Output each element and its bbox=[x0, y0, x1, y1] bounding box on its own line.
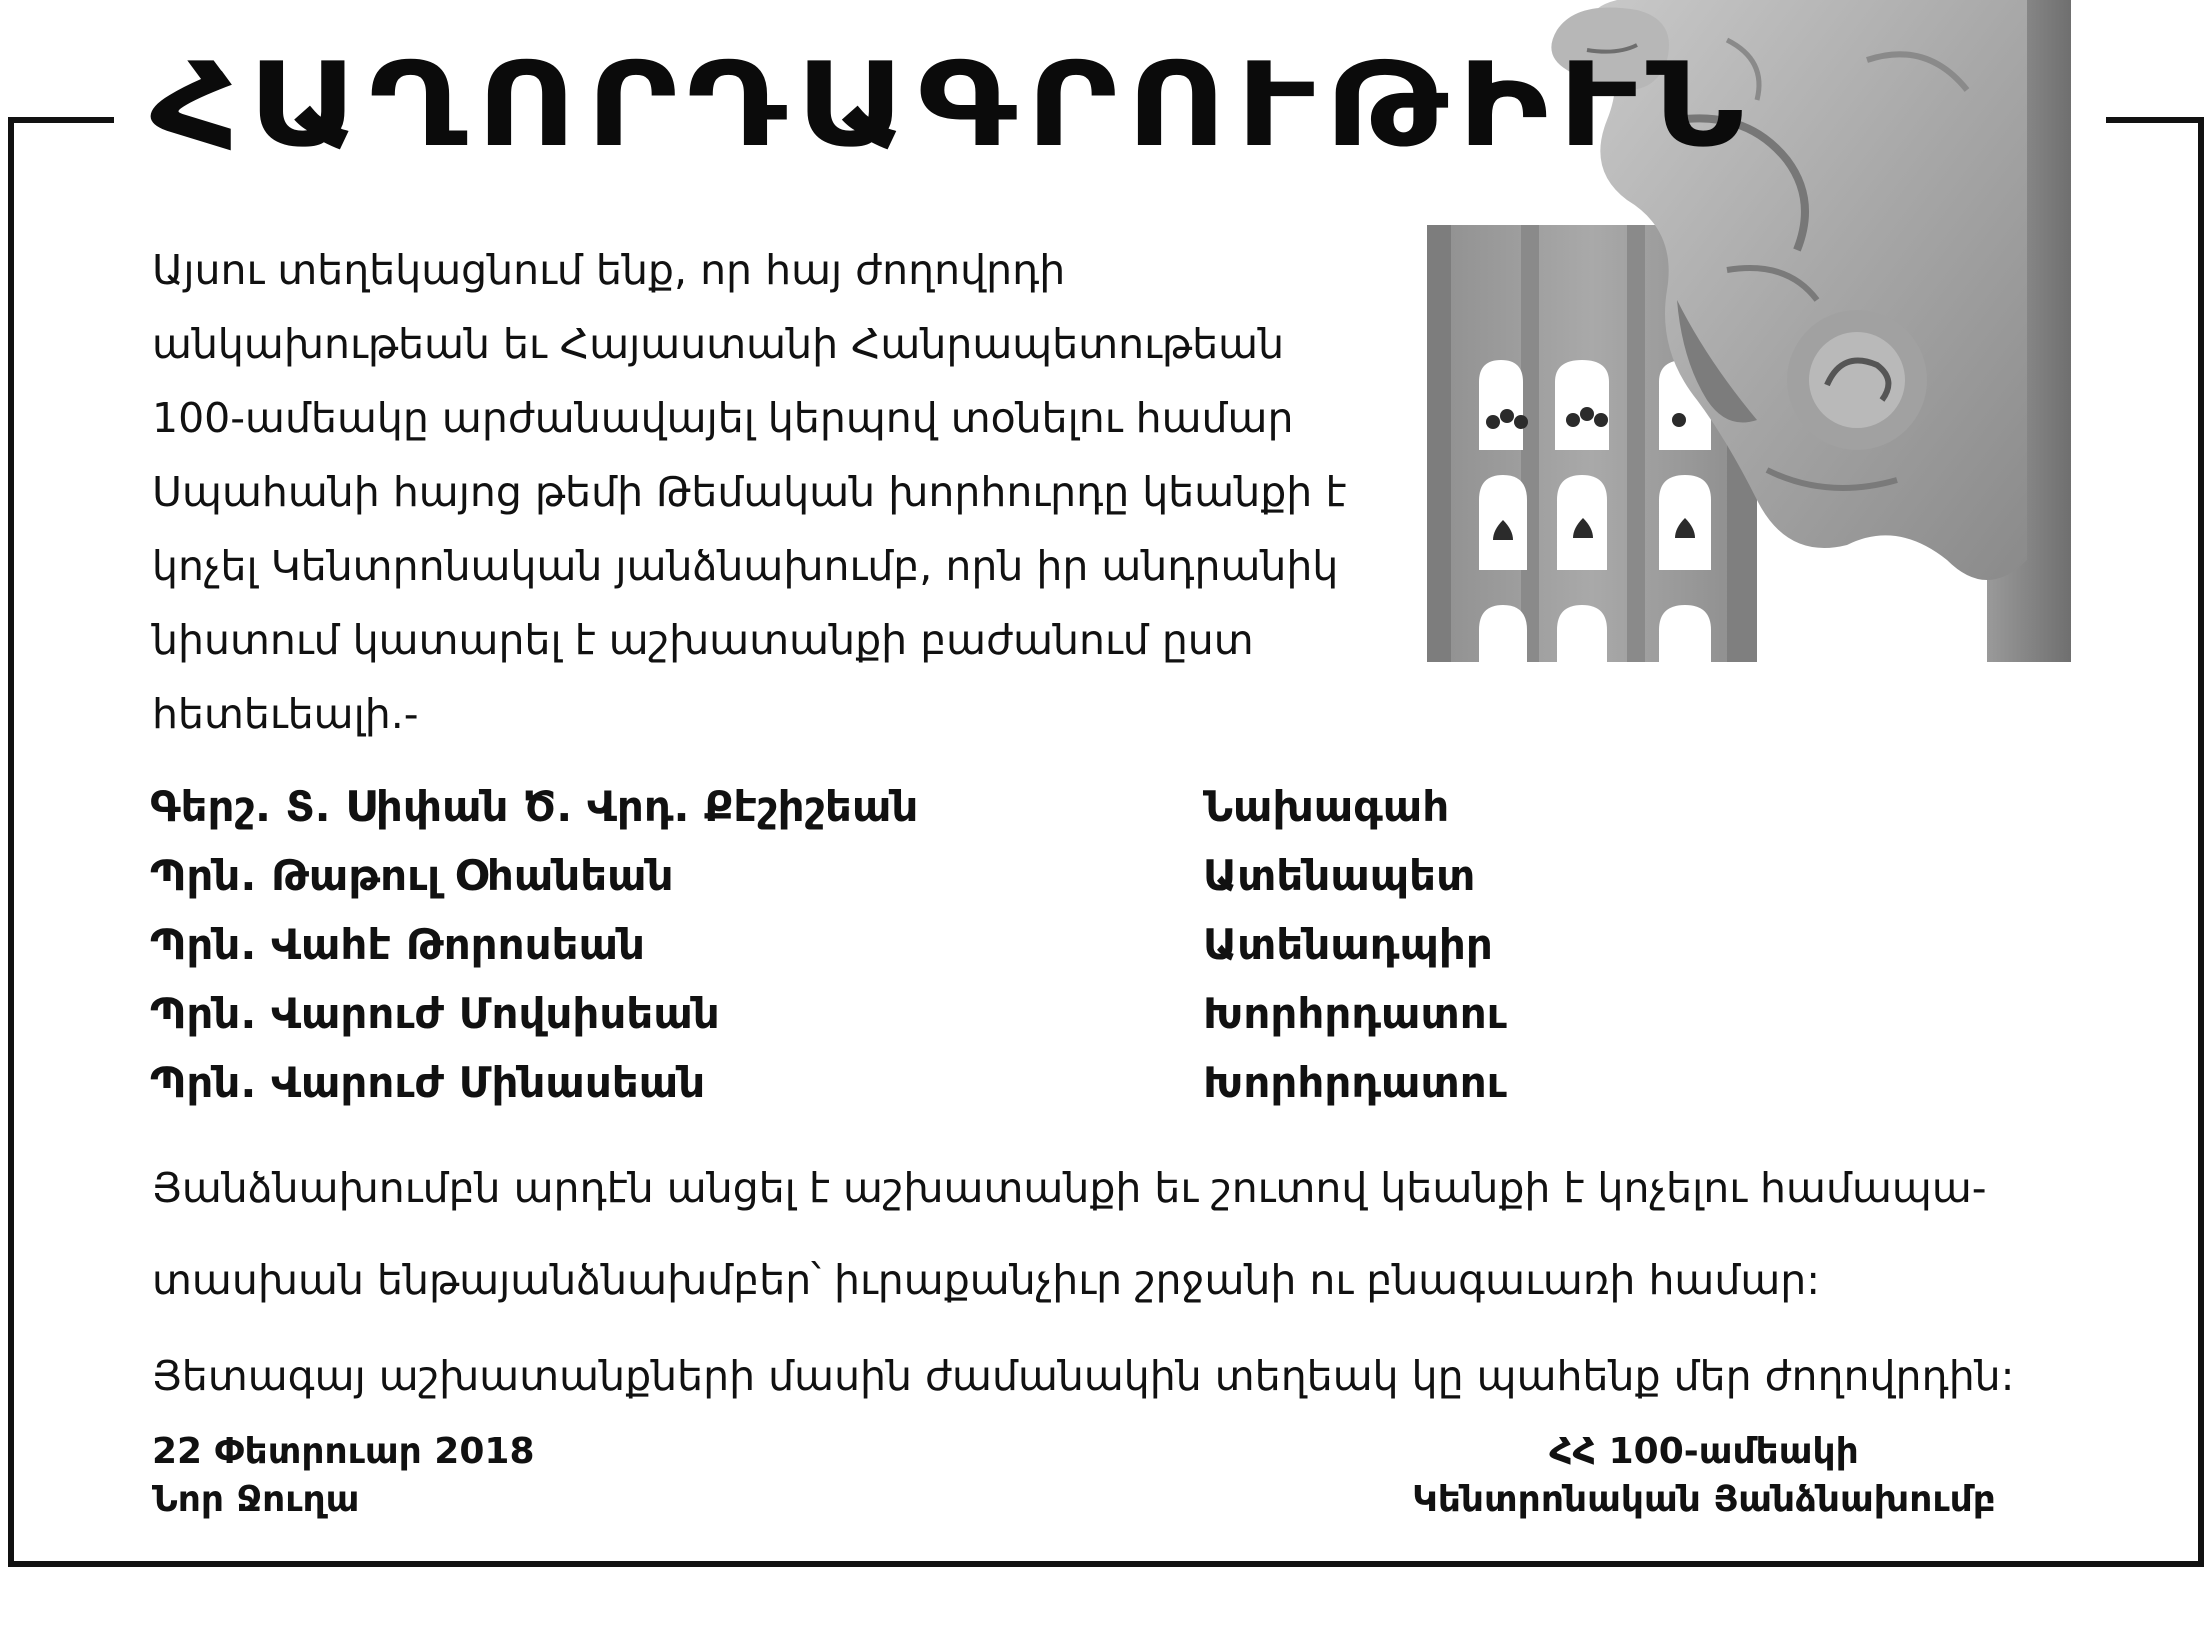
committee-row bbox=[150, 1048, 1550, 1117]
signature-org-line2: Կենտրոնական Յանձնախումբ bbox=[1412, 1479, 1996, 1520]
closing-line: Յանձնախումբն արդէն անցել է աշխատանքի եւ շուտով կեանքի է կոչելու համապա- bbox=[152, 1164, 1987, 1212]
signature-right bbox=[1394, 1428, 2014, 1524]
member-name: Պրն. Վահէ Թորոսեան bbox=[150, 920, 645, 969]
committee-row bbox=[150, 841, 1550, 910]
member-role: Ատենապետ bbox=[1203, 851, 1476, 900]
member-role: Խորհրդատու bbox=[1203, 989, 1507, 1038]
intro-line: Սպահանի հայոց թեմի Թեմական խորհուրդը կեանքի է bbox=[152, 468, 1347, 516]
member-role: Նախագահ bbox=[1203, 782, 1450, 831]
closing-line: տասխան ենթայանձնախմբեր՝ իւրաքանչիւր շրջանի ու բնագաւառի համար: bbox=[152, 1256, 1821, 1304]
intro-line: հետեւեալի.- bbox=[152, 690, 419, 738]
intro-line: անկախութեան եւ Հայաստանի Հանրապետութեան bbox=[152, 320, 1285, 368]
member-name: Գերշ. Տ. Սիփան Ծ. Վրդ. Քէշիշեան bbox=[150, 782, 919, 831]
committee-row bbox=[150, 910, 1550, 979]
member-name: Պրն. Թաթուլ Օհանեան bbox=[150, 851, 674, 900]
closing-line: Յետագայ աշխատանքների մասին ժամանակին տեղեակ կը պահենք մեր ժողովրդին: bbox=[152, 1352, 2015, 1400]
intro-line: Այսու տեղեկացնում ենք, որ հայ ժողովրդի bbox=[152, 246, 1066, 294]
committee-row bbox=[150, 772, 1550, 841]
committee-row bbox=[150, 979, 1550, 1048]
intro-line: նիստում կատարել է աշխատանքի բաժանում ըստ bbox=[152, 616, 1254, 664]
signature-place: Նոր Ջուղա bbox=[152, 1479, 360, 1520]
committee-list bbox=[150, 772, 1550, 1117]
frame-top-right-segment bbox=[2106, 117, 2204, 123]
member-name: Պրն. Վարուժ Մինասեան bbox=[150, 1058, 706, 1107]
member-role: Ատենադպիր bbox=[1203, 920, 1493, 969]
intro-line: 100-ամեակը արժանավայել կերպով տօնելու համար bbox=[152, 394, 1294, 442]
member-role: Խորհրդատու bbox=[1203, 1058, 1507, 1107]
intro-paragraph bbox=[152, 233, 1382, 751]
signature-org-line1: ՀՀ 100-ամեակի bbox=[1549, 1431, 1859, 1472]
member-name: Պրն. Վարուժ Մովսիսեան bbox=[150, 989, 720, 1038]
closing-paragraphs bbox=[152, 1140, 2052, 1424]
intro-line: կոչել Կենտրոնական յանձնախումբ, որն իր անդրանիկ bbox=[152, 542, 1339, 590]
frame-top-left-segment bbox=[8, 117, 114, 123]
signature-left bbox=[152, 1428, 535, 1524]
signature-date: 22 Փետրուար 2018 bbox=[152, 1431, 535, 1472]
page-title: ՀԱՂՈՐԴԱԳՐՈՒԹԻՒՆ bbox=[150, 38, 1754, 173]
